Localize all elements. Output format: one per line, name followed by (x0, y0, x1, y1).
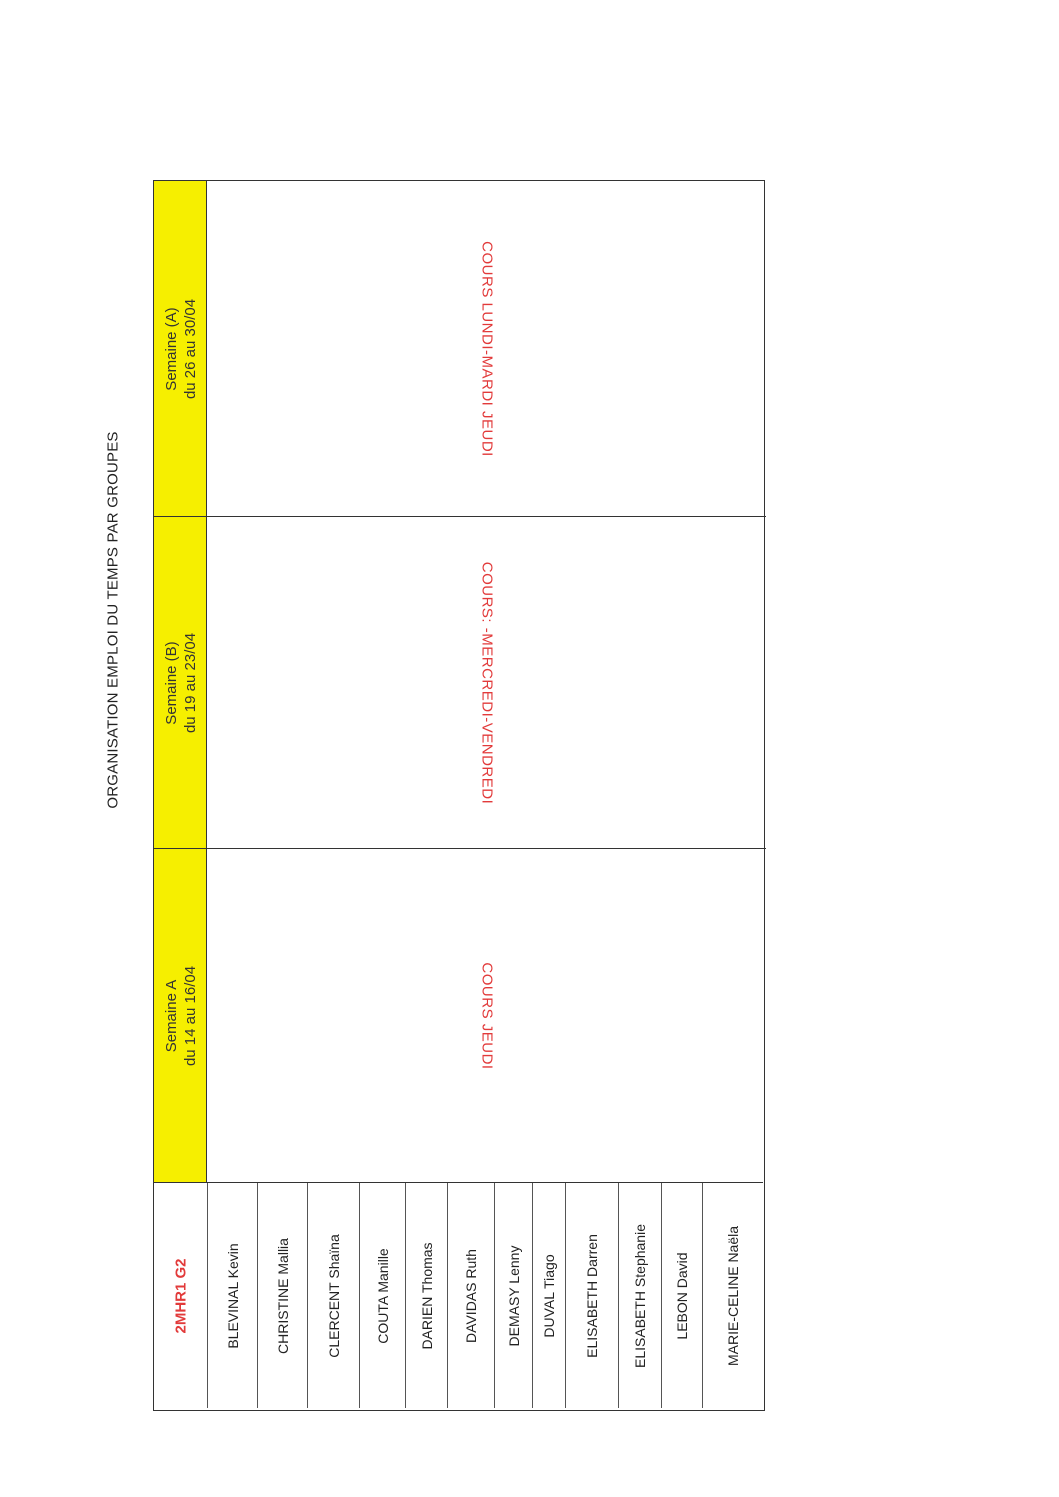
list-item (406, 1183, 448, 1408)
list-item (360, 1183, 406, 1408)
week-course-a-26 (207, 181, 766, 516)
week-label: Semaine (B) (162, 640, 180, 725)
group-name: 2MHR1 G2 (172, 1257, 189, 1334)
student-name: DARIEN Thomas (418, 1241, 435, 1350)
student-name: BLEVINAL Kevin (224, 1242, 241, 1349)
list-item (495, 1183, 533, 1408)
student-name: CHRISTINE Mallia (274, 1237, 291, 1354)
group-name-cell (154, 1183, 208, 1408)
student-name: DUVAL Tiago (541, 1253, 557, 1338)
list-item (308, 1183, 360, 1408)
week-header-a-26 (154, 181, 207, 516)
student-name: CLERCENT Shaïna (325, 1233, 342, 1358)
week-header-b-19 (154, 517, 207, 848)
list-item (533, 1183, 566, 1408)
student-list (154, 1182, 763, 1409)
student-name: COUTA Manille (374, 1247, 391, 1344)
course-days: COURS LUNDI-MARDI JEUDI (478, 240, 495, 457)
student-name: LEBON David (674, 1251, 690, 1340)
week-label: Semaine A (162, 979, 180, 1052)
course-days: COURS JEUDI (478, 961, 495, 1070)
week-course-b-19 (207, 517, 766, 848)
list-item (258, 1183, 308, 1408)
week-dates: du 19 au 23/04 (181, 632, 199, 733)
week-course-a-14 (207, 849, 766, 1182)
week-header-a-14 (154, 849, 207, 1182)
week-dates: du 14 au 16/04 (181, 965, 199, 1066)
list-item (662, 1183, 703, 1408)
list-item (448, 1183, 495, 1408)
student-name: MARIE-CELINE Naëla (725, 1225, 741, 1366)
page-title-text: ORGANISATION EMPLOI DU TEMPS PAR GROUPES (104, 431, 122, 809)
list-item (208, 1183, 258, 1408)
list-item (566, 1183, 619, 1408)
student-name: ELISABETH Darren (584, 1233, 600, 1358)
week-label: Semaine (A) (162, 306, 180, 391)
student-name: DEMASY Lenny (505, 1245, 522, 1346)
student-name: DAVIDAS Ruth (463, 1248, 479, 1343)
course-days: COURS: -MERCREDI-VENDREDI (478, 561, 495, 804)
schedule-table (153, 180, 765, 1411)
list-item (619, 1183, 662, 1408)
week-dates: du 26 au 30/04 (181, 298, 199, 399)
student-name: ELISABETH Stephanie (632, 1223, 648, 1368)
list-item (703, 1183, 763, 1408)
